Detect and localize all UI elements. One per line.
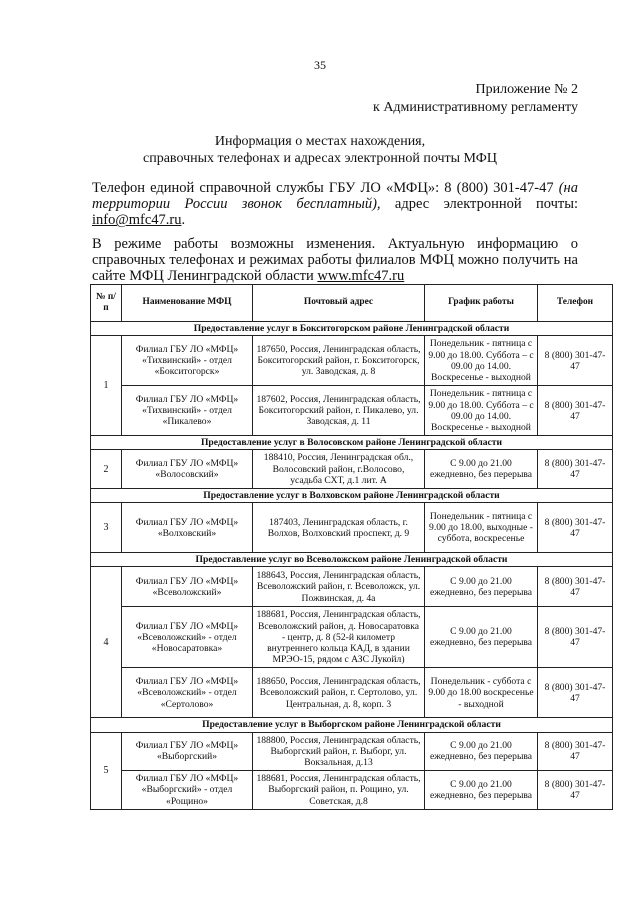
section-row: Предоставление услуг в Бокситогорском районе Ленинградской области	[91, 322, 613, 336]
col-header-name: Наименование МФЦ	[122, 285, 253, 322]
section-row: Предоставление услуг в Волховском районе Ленинградской области	[91, 489, 613, 503]
section-row: Предоставление услуг во Всеволожском районе Ленинградской области	[91, 553, 613, 567]
intro-notice	[92, 236, 578, 285]
table-row	[91, 732, 613, 771]
mfc-phone: 8 (800) 301-47-47	[538, 336, 613, 386]
table-row	[91, 336, 613, 386]
table-row	[91, 386, 613, 436]
table-row	[91, 567, 613, 607]
mfc-phone: 8 (800) 301-47-47	[538, 450, 613, 489]
notice-text: В режиме работы возможны изменения. Актуальную информацию о справочных телефонах и режимах работы филиалов МФЦ можно получить на сайте МФЦ Ленинградской области	[92, 236, 578, 285]
mfc-name: Филиал ГБУ ЛО «МФЦ» «Всеволожский»	[122, 567, 253, 607]
row-number: 3	[91, 503, 122, 553]
site-link[interactable]: www.mfc47.ru	[317, 268, 405, 285]
mfc-address: 187602, Россия, Ленинградская область, Бокситогорский район, г. Пикалево, ул. Заводская, д. 11	[253, 386, 425, 436]
mfc-phone: 8 (800) 301-47-47	[538, 732, 613, 771]
mfc-name: Филиал ГБУ ЛО «МФЦ» «Волховский»	[122, 503, 253, 553]
mfc-address: 188650, Россия, Ленинградская область, Всеволожский район, г. Сертолово, ул. Центральная, д. 8, корп. 3	[253, 668, 425, 718]
row-number: 5	[91, 732, 122, 809]
mfc-name: Филиал ГБУ ЛО «МФЦ» «Выборгский» - отдел «Рощино»	[122, 771, 253, 810]
appendix-reference: к Административному регламенту	[373, 100, 578, 115]
mfc-address: 188681, Россия, Ленинградская область, Выборгский район, п. Рощино, ул. Советская, д.8	[253, 771, 425, 810]
page-number: 35	[314, 58, 326, 72]
mfc-name: Филиал ГБУ ЛО «МФЦ» «Всеволожский» - отдел «Сертолово»	[122, 668, 253, 718]
mfc-name: Филиал ГБУ ЛО «МФЦ» «Выборгский»	[122, 732, 253, 771]
email-link[interactable]: info@mfc47.ru	[92, 212, 182, 229]
section-row: Предоставление услуг в Выборгском районе Ленинградской области	[91, 718, 613, 732]
mfc-schedule: С 9.00 до 21.00 ежедневно, без перерыва	[425, 450, 538, 489]
mfc-schedule: Понедельник - пятница с 9.00 до 18.00. Суббота – с 09.00 до 14.00. Воскресенье - выходной	[425, 386, 538, 436]
mfc-schedule: Понедельник - пятница с 9.00 до 18.00. Суббота – с 09.00 до 14.00. Воскресенье - выходной	[425, 336, 538, 386]
mfc-address: 188643, Россия, Ленинградская область, Всеволожский район, г. Всеволожск, ул. Пожвинская, д. 4а	[253, 567, 425, 607]
mfc-phone: 8 (800) 301-47-47	[538, 386, 613, 436]
row-number: 4	[91, 567, 122, 718]
hotline-text: Телефон единой справочной службы ГБУ ЛО «МФЦ»: 8 (800) 301-47-47	[92, 180, 554, 196]
mfc-phone: 8 (800) 301-47-47	[538, 503, 613, 553]
mfc-address: 188800, Россия, Ленинградская область, Выборгский район, г. Выборг, ул. Вокзальная, д.13	[253, 732, 425, 771]
mfc-name: Филиал ГБУ ЛО «МФЦ» «Волосовский»	[122, 450, 253, 489]
table-header-row	[91, 285, 613, 322]
col-header-number: № п/п	[91, 285, 122, 322]
mfc-address: 187650, Россия, Ленинградская область, Бокситогорский район, г. Бокситогорск, ул. Заводская, д. 8	[253, 336, 425, 386]
row-number: 2	[91, 450, 122, 489]
table-row	[91, 668, 613, 718]
mfc-schedule: С 9.00 до 21.00 ежедневно, без перерыва	[425, 607, 538, 668]
appendix-number: Приложение № 2	[475, 82, 578, 97]
mfc-name: Филиал ГБУ ЛО «МФЦ» «Тихвинский» - отдел «Бокситогорск»	[122, 336, 253, 386]
mfc-address: 187403, Ленинградская область, г. Волхов, Волховский проспект, д. 9	[253, 503, 425, 553]
mfc-phone: 8 (800) 301-47-47	[538, 567, 613, 607]
mfc-address: 188410, Россия, Ленинградская обл., Волосовский район, г.Волосово, усадьба СХТ, д.1 лит. А	[253, 450, 425, 489]
mfc-table	[90, 284, 613, 810]
mfc-phone: 8 (800) 301-47-47	[538, 771, 613, 810]
mfc-phone: 8 (800) 301-47-47	[538, 668, 613, 718]
mfc-schedule: С 9.00 до 21.00 ежедневно, без перерыва	[425, 732, 538, 771]
col-header-schedule: График работы	[425, 285, 538, 322]
table-row	[91, 450, 613, 489]
email-label: адрес электронной почты:	[394, 196, 578, 213]
document-title-line-1: Информация о местах нахождения,	[214, 134, 426, 149]
mfc-address: 188681, Россия, Ленинградская область, Всеволожский район, д. Новосаратовка - центр, д. 8 (52-й километр внутреннего кольца КАД, в здании МРЭО-15, рядом с АЗС Лукойл)	[253, 607, 425, 668]
row-number: 1	[91, 336, 122, 436]
col-header-phone: Телефон	[538, 285, 613, 322]
document-title-line-2: справочных телефонах и адресах электронной почты МФЦ	[143, 151, 497, 166]
mfc-phone: 8 (800) 301-47-47	[538, 607, 613, 668]
hotline-note: (на территории России звонок бесплатный),	[92, 180, 578, 213]
table-row	[91, 607, 613, 668]
table-row	[91, 503, 613, 553]
mfc-name: Филиал ГБУ ЛО «МФЦ» «Всеволожский» - отдел «Новосаратовка»	[122, 607, 253, 668]
mfc-name: Филиал ГБУ ЛО «МФЦ» «Тихвинский» - отдел «Пикалево»	[122, 386, 253, 436]
col-header-address: Почтовый адрес	[253, 285, 425, 322]
mfc-schedule: С 9.00 до 21.00 ежедневно, без перерыва	[425, 567, 538, 607]
mfc-schedule: Понедельник - пятница с 9.00 до 18.00, выходные - суббота, воскресенье	[425, 503, 538, 553]
mfc-schedule: Понедельник - суббота с 9.00 до 18.00 воскресенье - выходной	[425, 668, 538, 718]
mfc-schedule: С 9.00 до 21.00 ежедневно, без перерыва	[425, 771, 538, 810]
section-row: Предоставление услуг в Волосовском районе Ленинградской области	[91, 436, 613, 450]
intro-contacts: Телефон единой справочной службы ГБУ ЛО «МФЦ»: 8 (800) 301-47-47 (на территории России звонок бесплатный), адрес электронной почты: info@mfc47.ru.	[92, 180, 578, 229]
table-row	[91, 771, 613, 810]
